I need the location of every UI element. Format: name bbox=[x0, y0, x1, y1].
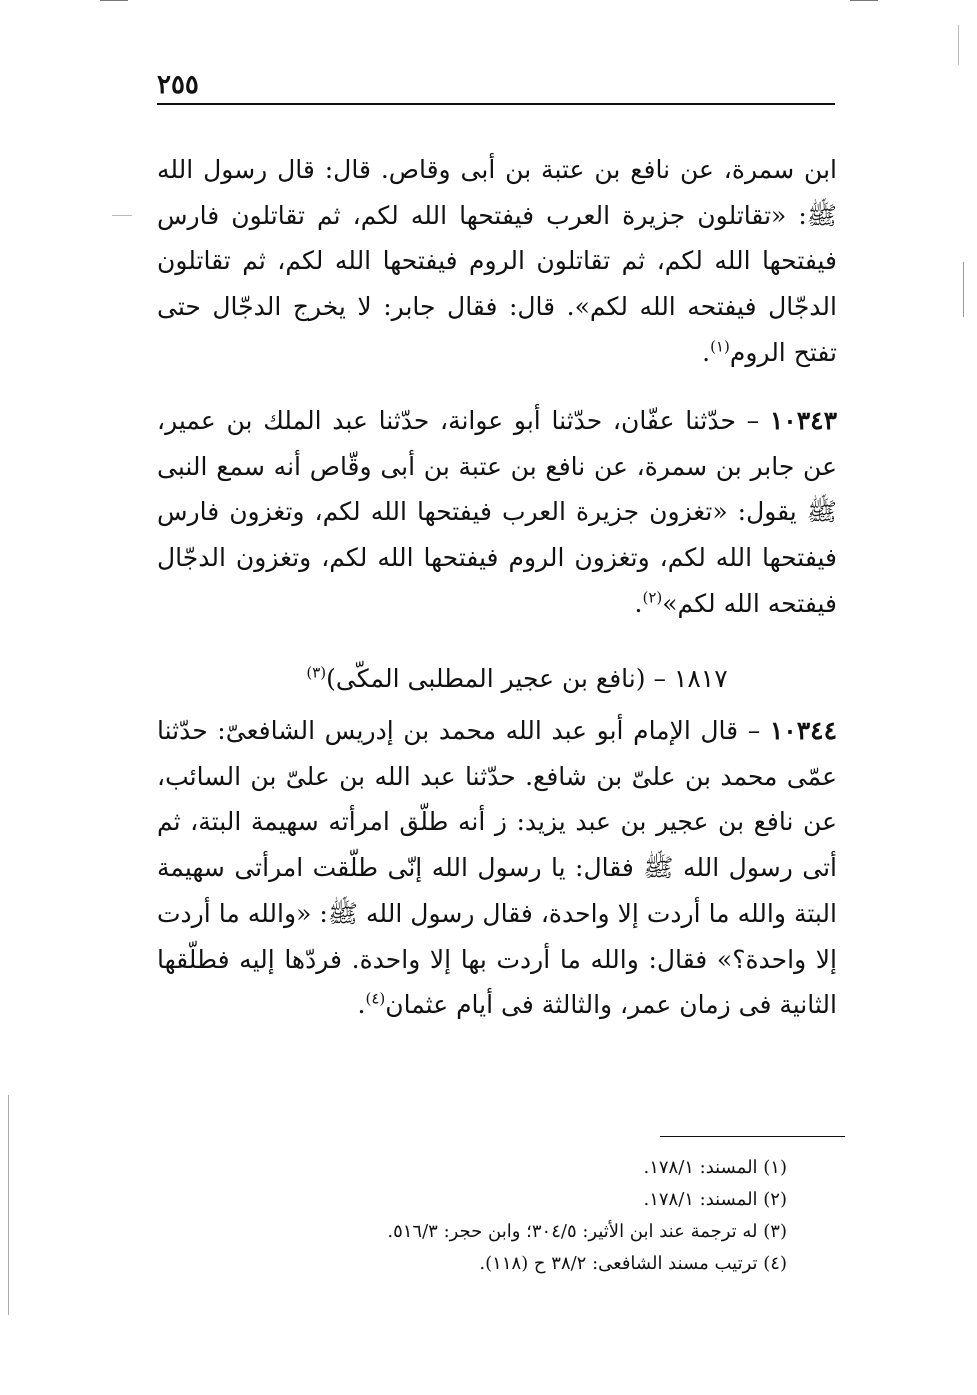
section-title: – (نافع بن عجير المطلبى المكّى) bbox=[326, 664, 674, 693]
scan-artifact bbox=[958, 25, 959, 65]
paragraph-text: – قال الإمام أبو عبد الله محمد بن إدريس الشافعىّ: حدّثنا عمّى محمد بن علىّ بن شافع. حدّثنا عبد الله بن علىّ بن السائب، عن نافع بن عجير بن عبد يزيد: ز أنه طلّق امرأته سهيمة البتة، ثم أتى رسول الله ﷺ فقال: يا رسول الله إنّى طلّقت امرأتى سهيمة البتة والله ما أردت إلا واحدة، فقال رسول الله ﷺ: «والله ما أردت إلا واحدة؟» فقال: والله ما أردت بها إلا واحدة. فردّها إليه فطلّقها الثانية فى زمان عمر، والثالثة فى أيام عثمان bbox=[157, 716, 837, 1020]
section-heading bbox=[157, 656, 837, 701]
footnote: (١) المسند: ١٧٨/١. bbox=[643, 1157, 787, 1178]
hadith-paragraph: ١٠٣٤٣ – حدّثنا عفّان، حدّثنا أبو عوانة، حدّثنا عبد الملك بن عمير، عن جابر بن سمرة، عن نافع بن عتبة بن أبى وقّاص أنه سمع النبى ﷺ يقول: «تغزون جزيرة العرب فيفتحها الله لكم، وتغزون فارس فيفتحها الله لكم، وتغزون الروم فيفتحها الله لكم، وتغزون الدجّال فيفتحه الله لكم»$^{(٢)}$. bbox=[157, 406, 837, 618]
footnote-ref: (٣) bbox=[306, 663, 327, 682]
paragraph-text: – حدّثنا عفّان، حدّثنا أبو عوانة، حدّثنا عبد الملك بن عمير، عن جابر بن سمرة، عن نافع بن عتبة بن أبى وقّاص أنه سمع النبى ﷺ يقول: «تغزون جزيرة العرب فيفتحها الله لكم، وتغزون فارس فيفتحها الله لكم، وتغزون الروم فيفتحها الله لكم، وتغزون الدجّال فيفتحه الله لكم» bbox=[157, 406, 837, 618]
hadith-number: ١٠٣٤٣ bbox=[769, 406, 837, 435]
hadith-number: ١٠٣٤٤ bbox=[769, 716, 837, 745]
footnote: (٤) ترتيب مسند الشافعى: ٣٨/٢ ح (١١٨). bbox=[479, 1253, 787, 1274]
footnote-separator bbox=[660, 1136, 845, 1137]
footnotes bbox=[157, 1152, 787, 1280]
page-number: ٢٥٥ bbox=[157, 70, 199, 100]
scan-artifact bbox=[100, 0, 128, 1]
footnote: (٢) المسند: ١٧٨/١. bbox=[643, 1189, 787, 1210]
section-number: ١٨١٧ bbox=[673, 664, 728, 693]
paragraph-text: ابن سمرة، عن نافع بن عتبة بن أبى وقاص. قال: قال رسول الله ﷺ: «تقاتلون جزيرة العرب فيفتحها الله لكم، ثم تقاتلون فارس فيفتحها الله لكم، ثم تقاتلون الروم فيفتحها الله لكم، ثم تقاتلون الدجّال فيفتحه الله لكم». قال: فقال جابر: لا يخرج الدجّال حتى تفتح الروم bbox=[157, 155, 837, 367]
paragraph: ابن سمرة، عن نافع بن عتبة بن أبى وقاص. قال: قال رسول الله ﷺ: «تقاتلون جزيرة العرب فيفتحها الله لكم، ثم تقاتلون فارس فيفتحها الله لكم، ثم تقاتلون الروم فيفتحها الله لكم، ثم تقاتلون الدجّال فيفتحه الله لكم». قال: فقال جابر: لا يخرج الدجّال حتى تفتح الروم$^{(١)}$. bbox=[157, 155, 837, 367]
scan-artifact bbox=[963, 262, 964, 317]
hadith-paragraph: ١٠٣٤٤ – قال الإمام أبو عبد الله محمد بن إدريس الشافعىّ: حدّثنا عمّى محمد بن علىّ بن شافع. حدّثنا عبد الله بن علىّ بن السائب، عن نافع بن عجير بن عبد يزيد: ز أنه طلّق امرأته سهيمة البتة، ثم أتى رسول الله ﷺ فقال: يا رسول الله إنّى طلّقت امرأتى سهيمة البتة والله ما أردت إلا واحدة، فقال رسول الله ﷺ: «والله ما أردت إلا واحدة؟» فقال: والله ما أردت بها إلا واحدة. فردّها إليه فطلّقها الثانية فى زمان عمر، والثالثة فى أيام عثمان$^{(٤)}$. bbox=[157, 716, 837, 1020]
footnote-ref: (١) bbox=[710, 337, 730, 356]
scan-artifact bbox=[112, 215, 132, 216]
footnote-ref: (٢) bbox=[642, 588, 663, 607]
scan-artifact bbox=[850, 0, 878, 1]
header-rule bbox=[157, 103, 835, 105]
footnote: (٣) له ترجمة عند ابن الأثير: ٣٠٤/٥؛ وابن حجر: ٥١٦/٣. bbox=[387, 1221, 787, 1242]
footnote-ref: (٤) bbox=[365, 989, 386, 1008]
scan-artifact bbox=[8, 1095, 9, 1315]
